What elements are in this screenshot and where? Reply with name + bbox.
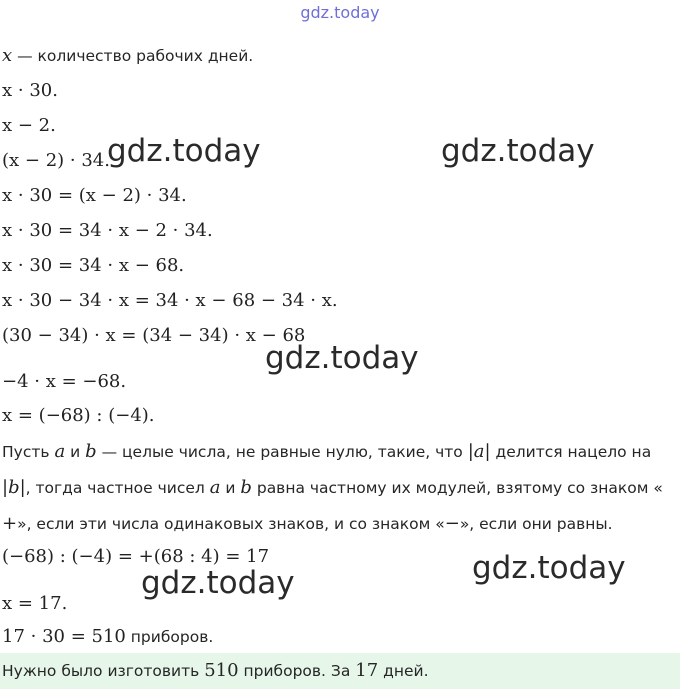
solution-line-6: [2, 219, 213, 242]
rule-text: », если они равны.: [459, 515, 613, 533]
rule-text: делится нацело на: [490, 443, 652, 461]
math-expression: x = (−68) : (−4).: [2, 405, 155, 426]
answer-value: 510: [204, 660, 239, 681]
line-text: приборов.: [125, 628, 214, 646]
watermark: gdz.today: [441, 133, 595, 169]
math-expression: a: [209, 477, 221, 498]
math-expression: a: [54, 441, 66, 462]
math-expression: (30 − 34) · x = (34 − 34) · x − 68: [2, 325, 306, 346]
answer-value: 17: [355, 660, 379, 681]
answer-text: [2, 660, 429, 681]
solution-line-13: [2, 592, 67, 615]
rule-text: , тогда частное чисел: [25, 479, 210, 497]
line-text: — количество рабочих дней.: [12, 47, 254, 65]
math-expression: (−68) : (−4) = +(68 : 4) = 17: [2, 546, 270, 567]
math-expression: x · 30 = 34 · x − 2 · 34.: [2, 220, 213, 241]
math-expression: x − 2.: [2, 115, 56, 136]
rule-text: — целые числа, не равные нулю, такие, что: [96, 443, 468, 461]
answer-label: приборов. За: [238, 662, 356, 680]
solution-line-7: [2, 254, 184, 277]
watermark: gdz.today: [265, 340, 419, 376]
watermark: gdz.today: [472, 550, 626, 586]
rule-text: и: [65, 443, 86, 461]
math-expression: x = 17.: [2, 593, 68, 614]
answer-label: дней.: [378, 662, 429, 680]
math-expression: b: [85, 441, 97, 462]
solution-line-2: [2, 79, 58, 102]
watermark: gdz.today: [141, 565, 295, 601]
math-expression: x · 30 = 34 · x − 68.: [2, 255, 185, 276]
site-logo[interactable]: gdz.today: [300, 3, 380, 22]
solution-line-4: [2, 149, 110, 172]
solution-line-8: [2, 289, 338, 312]
math-expression: |b|: [2, 477, 26, 498]
rule-line-2: [2, 476, 663, 499]
math-expression: b: [240, 477, 252, 498]
solution-line-3: [2, 114, 56, 137]
solution-line-5: [2, 184, 187, 207]
math-expression: x · 30.: [2, 80, 58, 101]
watermark: gdz.today: [107, 133, 261, 169]
solution-line-9: [2, 324, 305, 347]
rule-line-1: [2, 440, 651, 463]
math-expression: +: [2, 513, 18, 534]
math-expression: x: [2, 45, 13, 66]
rule-text: Пусть: [2, 443, 55, 461]
math-expression: x · 30 = (x − 2) · 34.: [2, 185, 187, 206]
math-expression: x · 30 − 34 · x = 34 · x − 68 − 34 · x.: [2, 290, 338, 311]
rule-text: и: [220, 479, 241, 497]
math-expression: 17 · 30 = 510: [2, 626, 126, 647]
math-expression: (x − 2) · 34.: [2, 150, 110, 171]
rule-text: равна частному их модулей, взятому со знаком «: [251, 479, 663, 497]
math-expression: −4 · x = −68.: [2, 371, 127, 392]
math-expression: |a|: [467, 441, 491, 462]
solution-line-10: [2, 370, 126, 393]
rule-line-3: [2, 512, 613, 535]
solution-line-11: [2, 404, 155, 427]
math-expression: −: [444, 513, 460, 534]
answer-label: Нужно было изготовить: [2, 662, 205, 680]
solution-line-14: [2, 625, 213, 648]
answer-box: [0, 653, 680, 689]
solution-line-1: [2, 44, 253, 67]
rule-text: », если эти числа одинаковых знаков, и со знаком «: [17, 515, 445, 533]
